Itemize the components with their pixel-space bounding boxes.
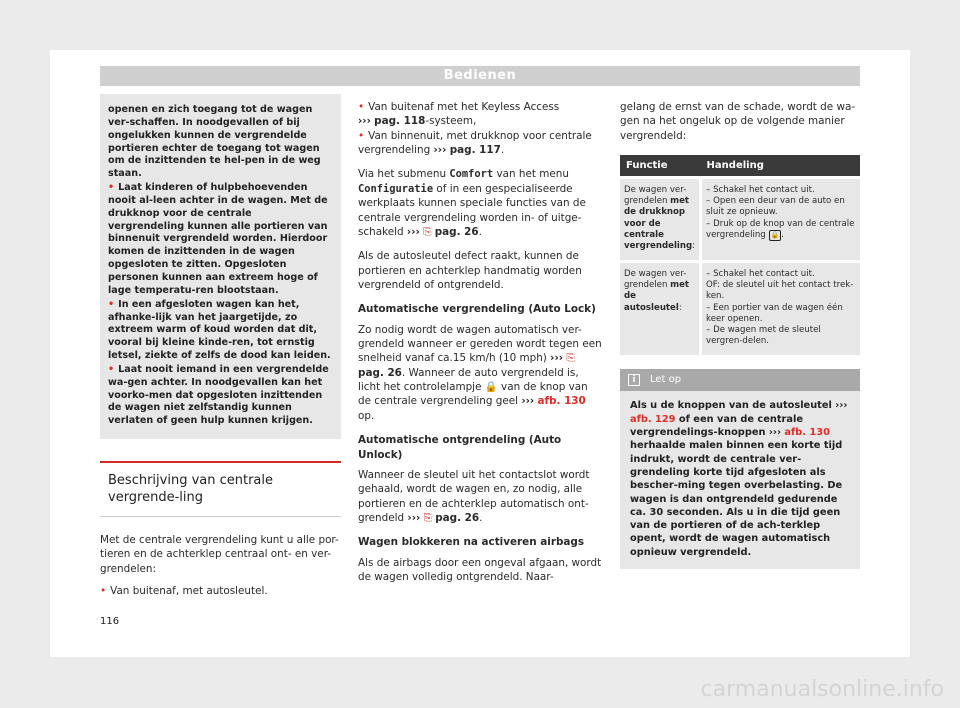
arrow-icon: ››› (835, 400, 848, 412)
page-link[interactable]: pag. 26 (434, 225, 479, 238)
table-header: Functie (620, 155, 701, 178)
lock-button-icon: 🔒 (769, 230, 782, 241)
warning-line: openen en zich toegang tot de wagen ver-schaffen. In noodgevallen of bij ongelukken kunnen de vergrendelde portieren echter de toegang tot wagen om de inzittenden te hel-pen in de weg staan. (108, 104, 321, 180)
table-row (620, 262, 860, 356)
paragraph: Als de airbags door een ongeval afgaan, wordt de wagen volledig ontgrendeld. Naar- (358, 556, 602, 584)
book-icon: ⎘ (423, 225, 432, 238)
paragraph: Zo nodig wordt de wagen automatisch ver-grendeld wanneer er gereden wordt tegen een snelheid vanaf ca.15 km/h (10 mph) ››› ⎘ pag. 26. Wanneer de auto vergrendeld is, licht het controlelampje 🔒 van de knop van de centrale vergrendeling geel ››› afb. 130 op. (358, 323, 602, 422)
bullet-icon: • (358, 129, 365, 142)
arrow-icon: ››› (768, 426, 781, 438)
bullet-icon: • (108, 298, 115, 310)
info-icon: i (628, 374, 640, 386)
section-title: Beschrijving van centrale vergrende-ling (100, 461, 341, 517)
subheading: Automatische ontgrendeling (Auto Unlock) (358, 434, 562, 461)
arrow-icon: ››› (433, 144, 447, 157)
table-cell: – Schakel het contact uit. OF: de sleutel uit het contact trek-ken. – Een portier van de wagen één keer openen. – De wagen met de sleutel vergren-delen. (701, 262, 860, 356)
table-cell: De wagen ver-grendelen met de autosleutel: (620, 262, 701, 356)
bullet-icon: • (108, 182, 115, 194)
note-body: Als u de knoppen van de autosleutel ››› afb. 129 of een van de centrale vergrendelings-knoppen ››› afb. 130 herhaalde malen binnen een korte tijd indrukt, wordt de centrale ver-grendeling korte tijd afgesloten als bescher-ming tegen overbelasting. De wagen is dan ontgrendeld gedurende ca. 30 seconden. Als u in die tijd geen van de portieren of de ach-terklep opent, wordt de wagen automatisch opnieuw vergrendeld. (630, 400, 848, 558)
intro-text: Met de centrale vergrendeling kunt u alle por-tieren en de achterklep centraal ont- en ver-grendelen: (100, 533, 339, 575)
warning-bullet: • Laat nooit iemand in een vergrendelde wa-gen achter. In noodgevallen kan het voorko-men dat opgesloten inzittenden de wagen niet zelfstandig kunnen verlaten of geen hulp kunnen krijgen. (108, 363, 329, 427)
column-right (620, 100, 860, 569)
paragraph: Wanneer de sleutel uit het contactslot wordt gehaald, wordt de wagen en, zo nodig, alle portieren en de achterklep automatisch ont-grendeld ››› ⎘ pag. 26. (358, 468, 590, 524)
lock-icon: 🔒 (484, 381, 498, 394)
column-middle (358, 100, 603, 584)
subheading: Wagen blokkeren na activeren airbags (358, 536, 585, 549)
figure-link[interactable]: afb. 130 (784, 426, 830, 438)
paragraph: gelang de ernst van de schade, wordt de wa-gen na het ongeluk op de volgende manier vergrendeld: (620, 101, 856, 142)
page-link[interactable]: pag. 118 (374, 115, 426, 128)
function-table (620, 155, 860, 355)
warning-bullet: • In een afgesloten wagen kan het, afhanke-lijk van het jaargetijde, zo extreem warm of koud worden dat dit, vooral bij kleine kinde-ren, tot ernstig letsel, ziekte of zelfs de dood kan leiden. (108, 298, 331, 362)
table-header: Handeling (701, 155, 860, 178)
section-header: Bedienen (100, 66, 860, 86)
table-cell: De wagen ver-grendelen met de drukknop voor de centrale vergrendeling: (620, 178, 701, 262)
subheading: Automatische vergrendeling (Auto Lock) (358, 303, 596, 316)
table-row (620, 178, 860, 262)
arrow-icon: ››› (550, 352, 564, 365)
page-link[interactable]: pag. 117 (449, 144, 501, 157)
bullet-icon: • (108, 363, 115, 375)
figure-link[interactable]: afb. 130 (537, 395, 586, 408)
list-item: • Van buitenaf, met autosleutel. (100, 584, 268, 597)
warning-bullet: • Laat kinderen of hulpbehoevenden nooit al-leen achter in de wagen. Met de drukknop voor de centrale vergrendeling kunnen alle portieren van binnenuit vergrendeld worden. Hierdoor komen de inzittenden in de wagen opgesloten te zitten. Opgesloten personen kunnen aan extreem hoge of lage temperatu-ren blootstaan. (108, 182, 328, 296)
arrow-icon: ››› (406, 225, 420, 238)
list-item: • Van binnenuit, met drukknop voor centrale vergrendeling ››› pag. 117. (358, 129, 592, 157)
bullet-icon: • (358, 101, 365, 113)
note-box (620, 369, 860, 569)
warning-box (100, 94, 341, 439)
book-icon: ⎘ (566, 352, 575, 365)
list-item: • Van buitenaf met het Keyless Access ››› pag. 118-systeem, (358, 101, 560, 128)
column-left (100, 94, 341, 598)
figure-link[interactable]: afb. 129 (630, 413, 676, 425)
watermark: carmanualsonline.info (700, 677, 944, 702)
note-header: i Let op (620, 369, 860, 391)
paragraph: Via het submenu Comfort van het menu Configuratie of in een gespecialiseerde werkplaats kunnen speciale functies van de centrale vergrendeling worden in- of uitge-schakeld ››› ⎘ pag. 26. (358, 168, 586, 238)
arrow-icon: ››› (407, 511, 421, 524)
paragraph: Als de autosleutel defect raakt, kunnen de portieren en achterklep handmatig worden vergrendeld of ontgrendeld. (358, 250, 582, 291)
page-number: 116 (100, 616, 120, 627)
book-icon: ⎘ (423, 511, 432, 524)
arrow-icon: ››› (358, 115, 371, 128)
table-cell: – Schakel het contact uit. – Open een deur van de auto en sluit ze opnieuw. – Druk op de knop van de centrale vergrendeling 🔒 . (701, 178, 860, 262)
bullet-icon: • (100, 584, 107, 597)
arrow-icon: ››› (521, 395, 535, 408)
page-link[interactable]: pag. 26 (435, 511, 480, 524)
page-link[interactable]: pag. 26 (358, 366, 402, 379)
